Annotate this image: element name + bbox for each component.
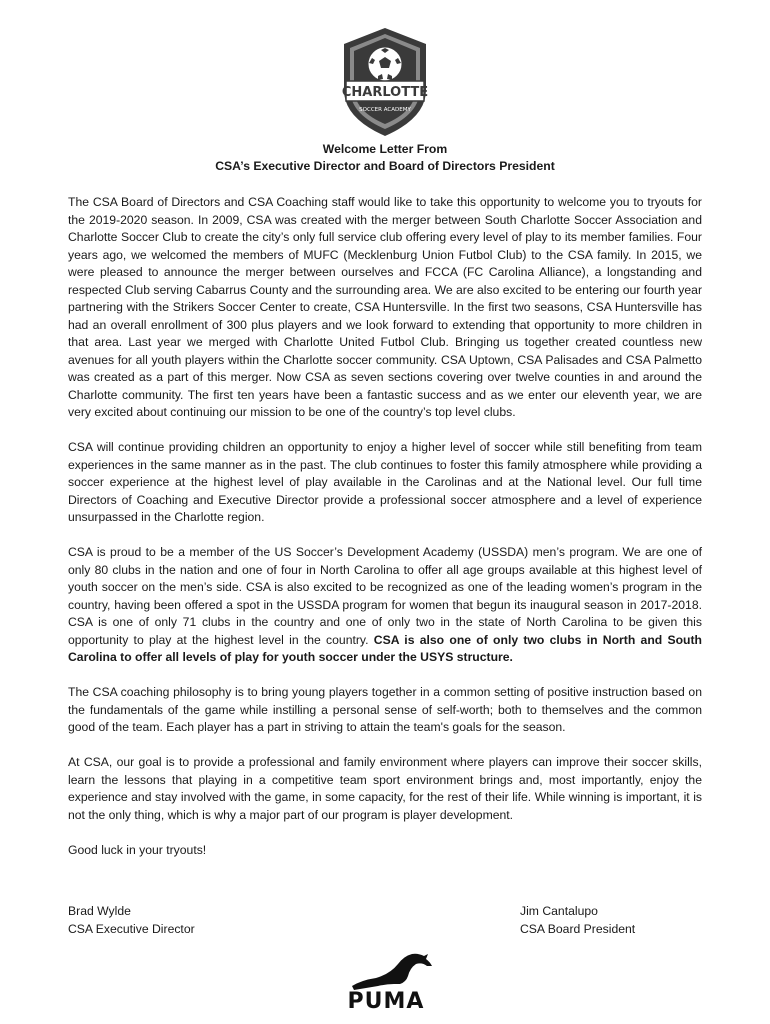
paragraph-1: The CSA Board of Directors and CSA Coaching staff would like to take this opportunity to welcome you to tryouts for the 2019-2020 season. In 2009, CSA was created with the merger between South Charlotte Soccer Association and Charlotte Soccer Club to create the city’s only full service club offering every level of play to its member families. Four years ago, we welcomed the members of MUFC (Mecklenburg Union Futbol Club) to the CSA family. In 2015, we were pleased to announce the merger between ourselves and FCCA (FC Carolina Alliance), a longstanding and respected Club serving Cabarrus County and the surrounding area. We are also excited to be entering our fourth year partnering with the Strikers Soccer Center to create, CSA Huntersville. In the first two seasons, CSA Huntersville has had an overall enrollment of 300 plus players and we look forward to extending that opportunity to more children in that area. Last year we merged with Charlotte United Futbol Club. Bringing us together created countless new avenues for all youth players within the Charlotte soccer community. CSA Uptown, CSA Palisades and CSA Palmetto was created as a part of this merger. Now CSA as seven sections covering over twelve counties in and around the Charlotte community. The first ten years have been a fantastic success and as we enter our eleventh year, we are very excited about continuing our mission to be one of the country’s top level clubs. [68, 195, 702, 419]
letter-body [68, 194, 702, 859]
paragraph-3-text: CSA is proud to be a member of the US Soccer’s Development Academy (USSDA) men’s program. We are one of only 80 clubs in the nation and one of four in North Carolina to offer all age groups available at this highest level of youth soccer on the men’s side. CSA is also excited to be recognized as one of the leading women’s program in the country, having been offered a spot in the USSDA program for women that begun its inaugural season in 2017-2018. CSA is one of only 71 clubs in the country and one of only two in the state of North Carolina to be given this opportunity to play at the highest level in the country. [68, 545, 702, 647]
puma-cat-icon [352, 954, 432, 990]
closing-line: Good luck in your tryouts! [68, 842, 207, 857]
paragraph-3 [68, 544, 702, 667]
signature-right [520, 903, 635, 938]
signer-title: CSA Executive Director [68, 921, 195, 936]
signer-title: CSA Board President [520, 921, 636, 936]
signer-name: Brad Wylde [68, 904, 131, 918]
puma-logo [332, 950, 440, 1012]
letter-heading-line-1: Welcome Letter From [322, 142, 448, 156]
logo-text: CHARLOTTE [341, 85, 429, 100]
paragraph-3-bold-text: CSA is also one of only two clubs in North and South Carolina to offer all levels of play for youth soccer under the USYS structure. [68, 632, 702, 664]
puma-wordmark: PUMA [347, 989, 425, 1012]
soccer-ball-icon [368, 47, 402, 81]
letter-heading-line-2: CSA’s Executive Director and Board of Directors President [215, 159, 555, 173]
logo-subtext: SOCCER ACADEMY [359, 107, 411, 113]
signer-name: Jim Cantalupo [520, 904, 598, 918]
paragraph-4: The CSA coaching philosophy is to bring young players together in a common setting of positive instruction based on the fundamentals of the game while instilling a personal sense of self-worth; both to themselves and the common good of the team. Each player has a part in striving to attain the team's goals for the season. [68, 685, 702, 734]
signature-left [68, 903, 195, 938]
paragraph-5: At CSA, our goal is to provide a professional and family environment where players can improve their soccer skills, learn the lessons that playing in a competitive team sport environment brings and, most importantly, enjoy the experience and stay involved with the game, in some capacity, for the rest of their life. While winning is important, it is not the only thing, which is why a major part of our program is player development. [68, 755, 702, 822]
charlotte-soccer-academy-logo [340, 26, 430, 138]
paragraph-2: CSA will continue providing children an opportunity to enjoy a higher level of soccer while still benefiting from team experiences in the same manner as in the past. The club continues to foster this family atmosphere while providing a soccer experience at the highest level of play available in the Carolinas and at the National level. Our full time Directors of Coaching and Executive Director provide a professional soccer atmosphere and a level of experience unsurpassed in the Charlotte region. [68, 440, 702, 524]
